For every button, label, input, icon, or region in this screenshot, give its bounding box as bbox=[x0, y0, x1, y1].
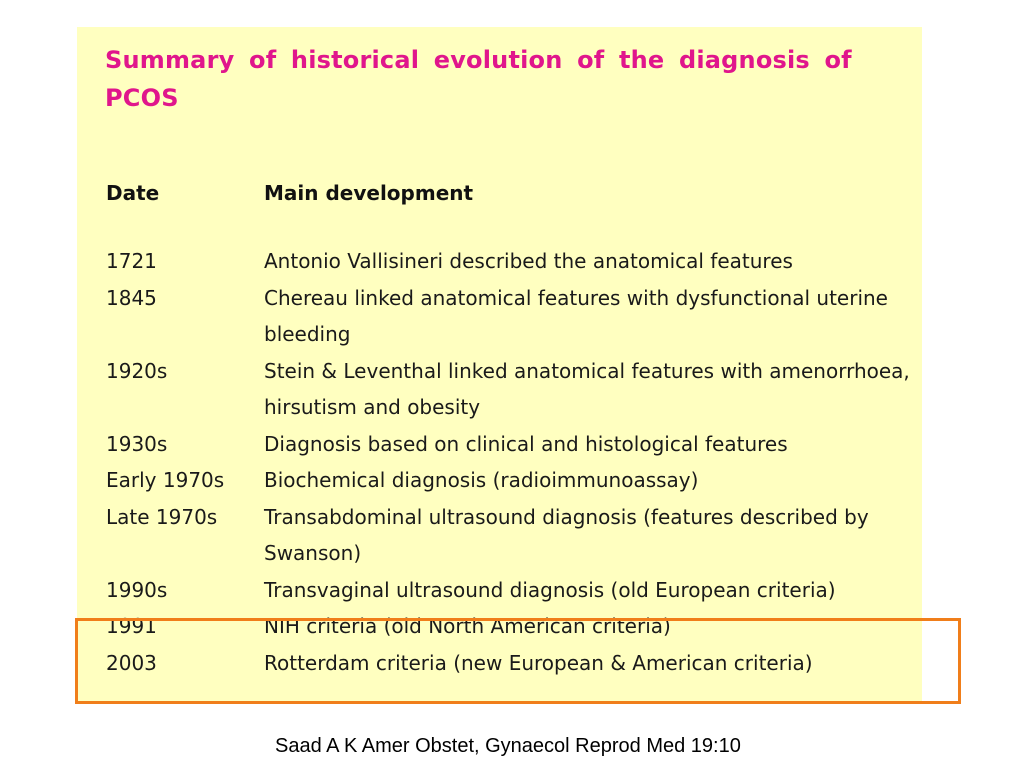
row-development: NIH criteria (old North American criteria) bbox=[264, 614, 671, 638]
table-row bbox=[106, 572, 926, 609]
row-date: 1930s bbox=[106, 431, 168, 456]
row-development: Transvaginal ultrasound diagnosis (old European criteria) bbox=[264, 577, 836, 602]
row-development: Transabdominal ultrasound diagnosis (features described by Swanson) bbox=[264, 504, 869, 565]
summary-panel bbox=[77, 27, 922, 703]
row-date: 1721 bbox=[106, 249, 157, 273]
citation: Saad A K Amer Obstet, Gynaecol Reprod Med 19:10 bbox=[275, 735, 741, 757]
row-date: 1920s bbox=[106, 358, 168, 383]
row-date: Late 1970s bbox=[106, 504, 218, 529]
column-header-date: Date bbox=[106, 181, 160, 205]
row-date: 2003 bbox=[106, 650, 157, 675]
row-date: 1845 bbox=[106, 285, 157, 310]
table-row bbox=[106, 243, 926, 280]
row-date: 1990s bbox=[106, 577, 168, 602]
row-date: Early 1970s bbox=[106, 468, 225, 492]
table-row bbox=[106, 499, 926, 572]
panel-title: Summary of historical evolution of the diagnosis of PCOS bbox=[105, 46, 852, 112]
highlight-box bbox=[75, 618, 961, 704]
history-table bbox=[106, 243, 926, 681]
column-header-main-development: Main development bbox=[264, 181, 474, 205]
row-development: Stein & Leventhal linked anatomical features with amenorrhoea, hirsutism and obesity bbox=[264, 358, 910, 419]
row-development: Antonio Vallisineri described the anatomical features bbox=[264, 249, 793, 273]
table-row bbox=[106, 280, 926, 353]
row-development: Biochemical diagnosis (radioimmunoassay) bbox=[264, 468, 699, 492]
row-date: 1991 bbox=[106, 614, 157, 638]
row-development: Diagnosis based on clinical and histological features bbox=[264, 431, 788, 456]
table-row bbox=[106, 353, 926, 426]
table-row bbox=[106, 462, 926, 499]
row-development: Rotterdam criteria (new European & American criteria) bbox=[264, 650, 813, 675]
table-row bbox=[106, 426, 926, 463]
row-development: Chereau linked anatomical features with dysfunctional uterine bleeding bbox=[264, 285, 888, 346]
